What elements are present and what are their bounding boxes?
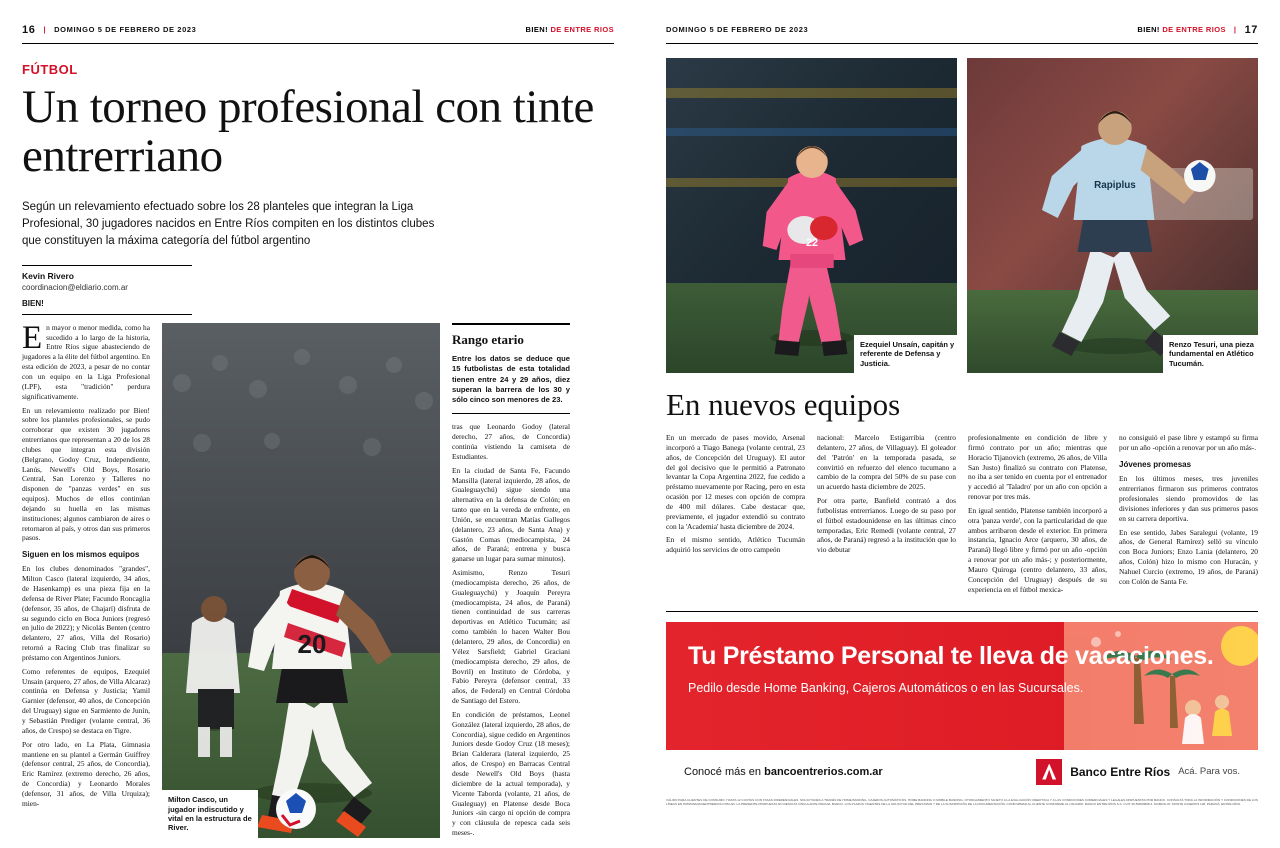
svg-text:22: 22 (805, 236, 819, 250)
bank-name: Banco Entre Ríos (1070, 764, 1171, 779)
right-columns (666, 433, 1258, 599)
folio-separator: | (43, 25, 47, 34)
right-page (640, 0, 1280, 848)
box-title: Rango etario (452, 331, 524, 347)
byline-author: Kevin Rivero (22, 270, 74, 281)
bank-mark-icon (1036, 759, 1062, 785)
body-paragraph: Por otra parte, Banfield contrató a dos futbolistas entrerrianos. Luego de su paso por el fútbol estadounidense en las últimas cinco temporadas, Eric Remedi (volante central, 27 años, de Paraná) regresó a la institución que lo vio debutar (817, 496, 956, 555)
photo-ezequiel-unsain (666, 58, 957, 373)
drop-cap: E (22, 319, 43, 356)
folio-right: 17 (1244, 23, 1258, 36)
body-paragraph: tras que Leonardo Godoy (lateral derecho, 27 años, de Concordia) continúa vistiendo la camiseta de Estudiantes. (452, 422, 570, 461)
right-column-4 (1119, 433, 1258, 599)
sidebar-box-rango-etario (452, 323, 570, 415)
masthead-suffix: DE ENTRE RIOS (550, 25, 614, 34)
photo-art-tesuri (967, 58, 1258, 373)
ad-url-value: bancoentrerios.com.ar (764, 765, 883, 778)
ad-banco-entre-rios[interactable] (666, 622, 1258, 794)
body-paragraph: En los clubes denominados "grandes", Milton Casco (lateral izquierdo, 34 años, de Hasenkamp) es una pieza fija en la defensa de River Plate; Facundo Roncaglia (defensor, 35 años, de Chajarí) disfruta de su segundo ciclo en Boca Juniors (regresó en julio de 2022); y Nicolás Benten (centro delantero, 27 años, Villa del Rosario) retornó a Racing Club tras finalizar su préstamo con Argentinos Juniors. (22, 564, 150, 662)
folio-left: 16 (22, 23, 36, 36)
masthead-bien-right: BIEN! (1137, 25, 1160, 34)
football-2 (1184, 160, 1216, 192)
left-photo-column (162, 323, 440, 842)
body-paragraph: En un mercado de pases movido, Arsenal incorporó a Tiago Banega (volante central, 23 años, de Concepción del Uruguay). El autor del gol decisivo que le permitió a Patronato levantar la Copa Argentina 2022, fue cedido a préstamo nuevamente por Racing, pero en esta ocasión por 12 meses con opción de compra de 400 mil dólares. Cabe destacar que, previamente, el jugador extendió su contrato con la 'Academia' hasta diciembre de 2024. (666, 433, 805, 531)
body-paragraph: En un relevamiento realizado por Bien! sobre los planteles profesionales, se pudo corroborar que existen 30 jugadores entrerrianos que representan a 20 de los 28 clubes que integran esta división (Belgrano, Godoy Cruz, Independiente, Lanús, Newell's Old Boys, Rosario Central, San Lorenzo y Talleres no disponen de "panzas verdes" en sus equipos). Muchos de ellos continúan dejando su huella en las mismas instituciones; algunos cambiaron de aires o retornaron al país, y otros dan sus primeros pasos. (22, 405, 150, 543)
left-column-3 (452, 323, 570, 842)
advertisement-area (666, 611, 1258, 807)
photo-caption: Renzo Tesuri, una pieza fundamental en Atlético Tucumán. (1163, 335, 1258, 373)
body-paragraph: profesionalmente en condición de libre y firmó contrato por un año; mientras que Horacio Tijanovich (extremo, 26 años, de Villa San Justo) finalizó su contrato con Platense, no iba a ser tenido en cuenta por el entrenador y accedió al 'Taladro' por un año con opción a renovar por tres más. (968, 433, 1107, 502)
ad-subline: Pedilo desde Home Banking, Cajeros Automáticos o en las Sucursales. (688, 680, 1084, 695)
body-paragraph: Como referentes de equipos, Ezequiel Unsain (arquero, 27 años, de Villa Alcaraz) continúa en Defensa y Justicia; Yamil Garnier (defensor, 40 años, de Concepción del Uruguay) sigue en Sarmiento de Junín, y Sebastián Prediger (volante central, 36 años, de Crespo) se destaca en Tigre. (22, 666, 150, 735)
body-paragraph (22, 319, 150, 402)
box-text: Entre los datos se deduce que 15 futbolistas de esta totalidad tienen entre 24 y 29 años, diez superan la barrera de los 30 y sólo cinco son menores de 23. (452, 354, 570, 405)
byline-rule (22, 265, 192, 266)
body-paragraph: En los últimos meses, tres juveniles entrerrianos firmaron sus primeros contratos profesionales siendo promovidos de las divisiones inferiores y dan sus primeros pasos en su carrera deportiva. (1119, 474, 1258, 523)
body-paragraph: En ese sentido, Jabes Saralegui (volante, 19 años, de General Ramírez) selló su vínculo con Boca Juniors; Enzo Lania (delantero, 20 años, Colón) hizo lo mismo con Huracán, y Nahuel Curcio (extremo, 19 años, de Paraná) con Colón de Santa Fe. (1119, 527, 1258, 586)
ad-legal-text: VÁLIDO PARA CLIENTES DE CONSUMO. HASTA 12 CUOTAS CON TASAS DIFERENCIALES. SOLICITUDES A TRAVÉS DE HOME BANKING, CAJEROS AUTOMÁTICOS, HOME BANKING O MOBILE BANKING, OTORGAMIENTO SUJETO A LA EVALUACIÓN CREDITICIA Y A LAS CONDICIONES COMERCIALES Y LEGALES DISPUESTAS POR BANCO. CONSULTÁ TODA LA INFORMACIÓN Y CONDICIONES DE LOS LÍNEAS EN WWW.BANCOENTRERIOS.COM.AR. LA PRESENTE PROPUESTA NO RESULTA VINCULANTE PARA EL BANCO. LOS PLAZOS VIGENTES DE LA SOLICITUD DEL PRESTAMO Y DE LA SUSCRIPCIÓN DE LA DOCUMENTACIÓN, CONFORMAR AL CLIENTE CONFORME AL USUARIO. BANCO ENTRE RÍOS S.A. CUIT 30-50000808-4. DOMICILIO: MONTE CASEROS 128, PARANÁ, ENTRE RÍOS. (666, 797, 1258, 807)
body-paragraph: no consiguió el pase libre y estampó su firma por un año -opción a renovar por un año más-. (1119, 433, 1258, 452)
svg-text:Rapiplus: Rapiplus (1094, 179, 1136, 192)
svg-text:20: 20 (297, 628, 327, 659)
masthead-bien: BIEN! (525, 25, 548, 34)
right-column-2 (817, 433, 956, 599)
ad-footer (666, 750, 1258, 794)
right-column-3 (968, 433, 1107, 599)
photo-caption: Ezequiel Unsaín, capitán y referente de Defensa y Justicia. (854, 335, 957, 373)
standfirst: Según un relevamiento efectuado sobre los 28 planteles que integran la Liga Profesional, 30 jugadores nacidos en Entre Ríos compiten en los distintos clubes que constituyen la máxima categoría del fútbol argentino (22, 200, 435, 248)
body-paragraph: nacional: Marcelo Estigarribia (centro delantero, 27 años, de Villaguay). El goleador del 'Patrón' en la temporada pasada, se convirtió en refuerzo del elenco tucumano a cambio de la compra del 50% de su pase con un acuerdo hasta diciembre de 2025. (817, 433, 956, 492)
bank-tagline: Acá. Para vos. (1178, 766, 1240, 777)
section-heading: En nuevos equipos (666, 387, 901, 422)
photo-art-unsain (666, 58, 957, 373)
photo-caption: Milton Casco, un jugador indiscutido y vital en la estructura de River. (162, 790, 258, 838)
right-column-1 (666, 433, 805, 599)
subheading: Siguen en los mismos equipos (22, 550, 140, 560)
body-paragraph: En condición de préstamos, Leonel González (lateral izquierdo, 28 años, de Concordia), sigue cedido en Argentinos Juniors desde Godoy Cruz (18 meses); Brian Calderara (lateral izquierdo, 25 años, de Crespo) en Barracas Central desde Newell's Old Boys (hasta diciembre de la actual temporada), y Vicente Taborda (volante, 21 años, de Gualeguay) en Platense desde Boca Juniors -sin cargo ni opción de compra y con cláusula de repesca cada seis meses-. (452, 709, 570, 838)
running-head-right (666, 22, 1258, 44)
issue-date-right: DOMINGO 5 DE FEBRERO DE 2023 (666, 25, 809, 34)
ad-url-prefix: Conocé más en (684, 765, 765, 778)
folio-separator-right: | (1233, 25, 1237, 34)
body-text: n mayor o menor medida, como ha sucedido a lo largo de la historia, Entre Ríos sigue abasteciendo de jugadores a la élite del fútbol argentino. En esta edición de 2023, a pesar de no contar con un equipo en la Liga Profesional (LPF), esta "tradición" perdura significativamente. (22, 322, 150, 401)
byline-rule-bottom (22, 314, 192, 315)
photo-milton-casco (162, 323, 440, 838)
photo-renzo-tesuri (967, 58, 1258, 373)
byline (22, 271, 614, 309)
photo-row (666, 58, 1258, 373)
ad-headline: Tu Préstamo Personal te lleva de vacaciones. (688, 641, 1214, 670)
running-head-left (22, 22, 614, 44)
byline-email: coordinacion@eldiario.com.ar (22, 283, 128, 293)
photo-art-casco (162, 323, 440, 838)
left-columns (22, 319, 614, 842)
section-kicker: FÚTBOL (22, 62, 78, 77)
body-paragraph: En igual sentido, Platense también incorporó a otra 'panza verde', con la particularidad de que ambos arribaron desde el exterior. En primera instancia, Ignacio Arce (arquero, 30 años, de Paraná) llegó libre y firmó por un año -opción a renovar por un año más-; y posteriormente, Mauro Quiroga (centro delantero, 33 años, Concepción del Uruguay) después de su experiencia en el fútbol mexica- (968, 505, 1107, 594)
body-paragraph: Por otro lado, en La Plata, Gimnasia mantiene en su plantel a Germán Guiffrey (defensor central, 25 años, de Concordia), Eric Ramírez (extremo derecho, 26 años, de Concordia) y Leonardo Morales (defensor, 31 años, de Villa Urquiza); mien- (22, 739, 150, 808)
byline-org: BIEN! (22, 298, 44, 308)
bank-logo (1036, 759, 1240, 785)
issue-date-left: DOMINGO 5 DE FEBRERO DE 2023 (54, 25, 197, 34)
subheading: Jóvenes promesas (1119, 459, 1192, 469)
page-title: Un torneo profesional con tinte entrerriano (22, 81, 594, 182)
body-paragraph: En el mismo sentido, Atlético Tucumán adquirió los servicios de otro campeón (666, 535, 805, 555)
masthead-right (1137, 25, 1225, 34)
masthead-suffix-right: DE ENTRE RIOS (1162, 25, 1226, 34)
ad-url[interactable] (684, 766, 883, 778)
body-paragraph: En la ciudad de Santa Fe, Facundo Mansilla (lateral izquierdo, 28 años, de Gualeguaychú) sigue siendo una alternativa en la defensa de Colón; en tanto que en la vereda de enfrente, en Unión, se encuentran Matías Gallegos (delantero, 23 años, de Santa Ana) y Gastón Comas (mediocampista, 24 años, de Paraná; entrena y busca ganarse un lugar para sumar minutos). (452, 465, 570, 564)
left-column-1 (22, 319, 150, 842)
body-paragraph: Asimismo, Renzo Tesuri (mediocampista derecho, 26 años, de Gualeguaychú) y Joaquín Pereyra (mediocampista, 24 años, de Paraná) tienen continuidad de sus carreras deportivas en Atlético Tucumán; así como también lo hacen Walter Bou (delantero, 29 años, de Concordia) en Vélez Sarsfield; Gabriel Graciani (mediocampista derecho, 29 años, de Bovril) en Instituto de Córdoba, y Fabio Pereyra (defensor central, 33 años, de Federal) en Central Córdoba de Santiago del Estero. (452, 568, 570, 706)
ad-copy (688, 642, 1213, 696)
football (276, 789, 316, 829)
masthead-left (526, 25, 614, 34)
